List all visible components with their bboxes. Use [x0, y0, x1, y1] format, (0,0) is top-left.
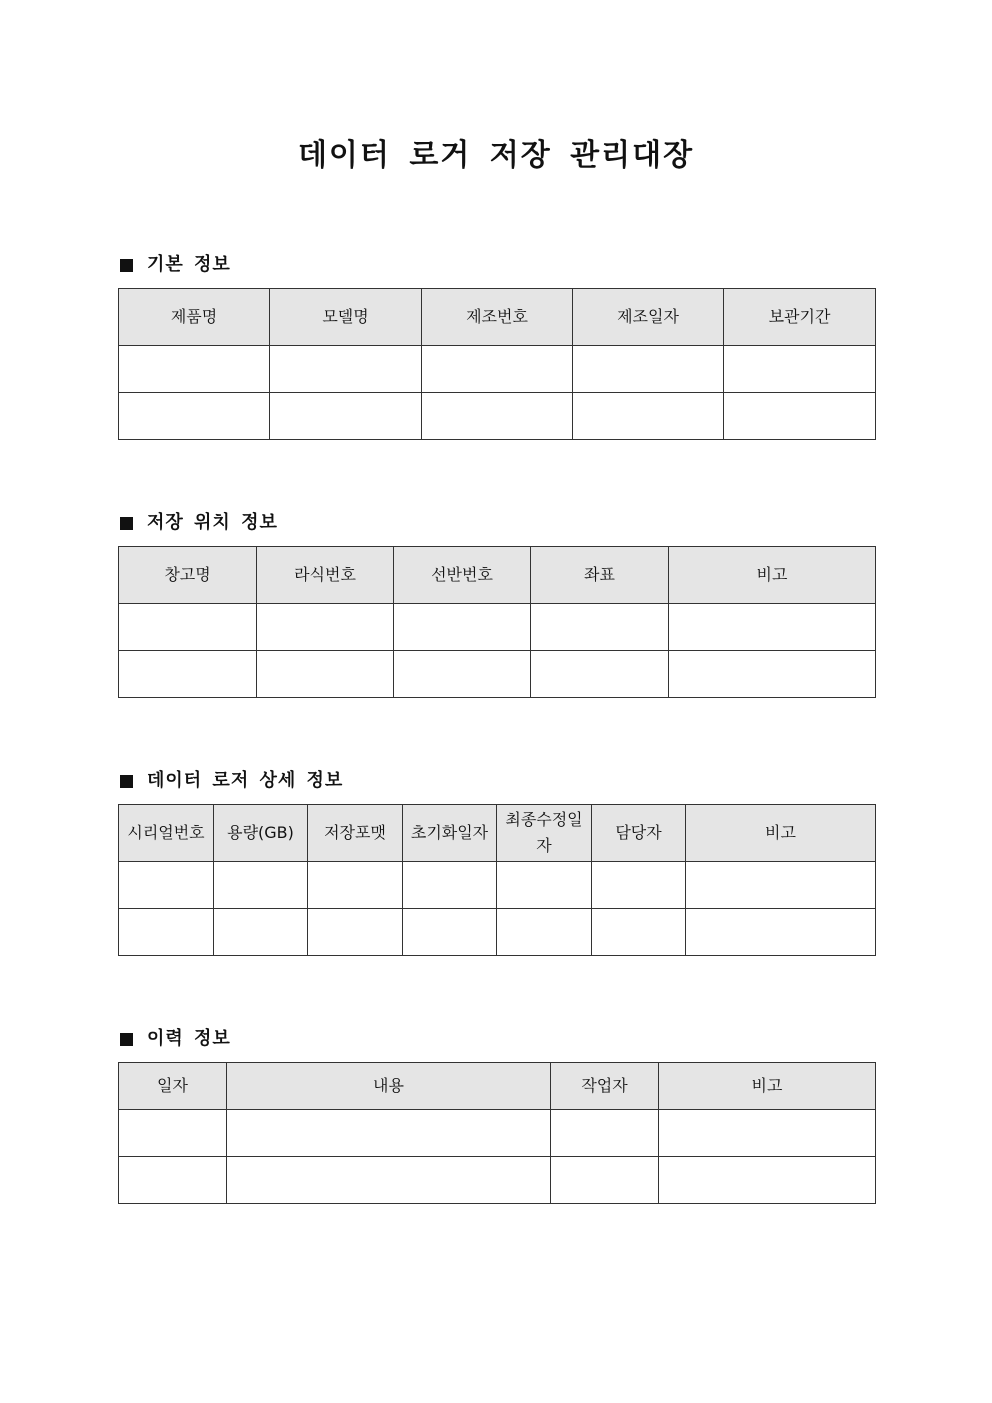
- table-row: [119, 909, 876, 956]
- table-cell[interactable]: [308, 909, 403, 956]
- table-cell[interactable]: [659, 1157, 876, 1204]
- table-cell[interactable]: [257, 651, 394, 698]
- column-header: 라식번호: [257, 547, 394, 604]
- table-cell[interactable]: [531, 651, 669, 698]
- table-cell[interactable]: [119, 346, 270, 393]
- history-table: [118, 1062, 876, 1204]
- section-storage-location: [118, 508, 875, 698]
- table-cell[interactable]: [686, 862, 876, 909]
- square-bullet-icon: [120, 775, 133, 788]
- column-header: 저장포맷: [308, 805, 403, 862]
- table-cell[interactable]: [422, 393, 573, 440]
- table-cell[interactable]: [394, 604, 531, 651]
- storage-location-table: [118, 546, 876, 698]
- column-header: 제조번호: [422, 289, 573, 346]
- section-heading: [118, 508, 875, 538]
- table-cell[interactable]: [403, 909, 497, 956]
- table-row: [119, 1110, 876, 1157]
- column-header: 모델명: [270, 289, 422, 346]
- section-logger-detail: [118, 766, 875, 956]
- section-heading: [118, 1024, 875, 1054]
- column-header: 비고: [659, 1063, 876, 1110]
- table-cell[interactable]: [270, 393, 422, 440]
- table-cell[interactable]: [573, 346, 724, 393]
- table-cell[interactable]: [497, 909, 592, 956]
- table-cell[interactable]: [659, 1110, 876, 1157]
- table-cell[interactable]: [422, 346, 573, 393]
- table-cell[interactable]: [592, 862, 686, 909]
- column-header: 보관기간: [724, 289, 876, 346]
- square-bullet-icon: [120, 259, 133, 272]
- table-cell[interactable]: [669, 604, 876, 651]
- table-row: [119, 862, 876, 909]
- table-cell[interactable]: [724, 393, 876, 440]
- column-header: 제품명: [119, 289, 270, 346]
- table-cell[interactable]: [119, 862, 214, 909]
- column-header: 창고명: [119, 547, 257, 604]
- table-cell[interactable]: [119, 1157, 227, 1204]
- column-header: 시리얼번호: [119, 805, 214, 862]
- table-cell[interactable]: [551, 1157, 659, 1204]
- column-header: 좌표: [531, 547, 669, 604]
- square-bullet-icon: [120, 517, 133, 530]
- column-header: 내용: [227, 1063, 551, 1110]
- section-heading: [118, 250, 875, 280]
- column-header: 비고: [686, 805, 876, 862]
- basic-info-table: [118, 288, 876, 440]
- table-cell[interactable]: [669, 651, 876, 698]
- section-heading-text: 기본 정보: [147, 254, 231, 275]
- column-header: 작업자: [551, 1063, 659, 1110]
- table-cell[interactable]: [573, 393, 724, 440]
- section-basic-info: [118, 250, 875, 440]
- table-cell[interactable]: [214, 862, 308, 909]
- table-header-row: [119, 289, 876, 346]
- table-cell[interactable]: [270, 346, 422, 393]
- section-history: [118, 1024, 875, 1204]
- table-cell[interactable]: [394, 651, 531, 698]
- column-header: 초기화일자: [403, 805, 497, 862]
- column-header: 담당자: [592, 805, 686, 862]
- column-header: 일자: [119, 1063, 227, 1110]
- column-header: 비고: [669, 547, 876, 604]
- table-header-row: [119, 547, 876, 604]
- table-cell[interactable]: [497, 862, 592, 909]
- table-cell[interactable]: [214, 909, 308, 956]
- column-header: 제조일자: [573, 289, 724, 346]
- table-header-row: [119, 1063, 876, 1110]
- table-row: [119, 346, 876, 393]
- section-heading-text: 이력 정보: [147, 1028, 231, 1049]
- table-row: [119, 393, 876, 440]
- table-cell[interactable]: [227, 1110, 551, 1157]
- square-bullet-icon: [120, 1033, 133, 1046]
- table-cell[interactable]: [257, 604, 394, 651]
- logger-detail-table: [118, 804, 876, 956]
- table-row: [119, 651, 876, 698]
- table-cell[interactable]: [592, 909, 686, 956]
- table-cell[interactable]: [119, 651, 257, 698]
- column-header: 선반번호: [394, 547, 531, 604]
- table-row: [119, 604, 876, 651]
- section-heading: [118, 766, 875, 796]
- table-cell[interactable]: [119, 909, 214, 956]
- table-cell[interactable]: [227, 1157, 551, 1204]
- table-cell[interactable]: [551, 1110, 659, 1157]
- column-header: 용량(GB): [214, 805, 308, 862]
- table-row: [119, 1157, 876, 1204]
- page-title: 데이터 로거 저장 관리대장: [297, 138, 695, 173]
- column-header: 최종수정일자: [497, 805, 592, 862]
- section-heading-text: 저장 위치 정보: [147, 512, 278, 533]
- table-cell[interactable]: [119, 604, 257, 651]
- table-cell[interactable]: [686, 909, 876, 956]
- table-cell[interactable]: [119, 1110, 227, 1157]
- table-cell[interactable]: [531, 604, 669, 651]
- table-cell[interactable]: [724, 346, 876, 393]
- section-heading-text: 데이터 로저 상세 정보: [147, 770, 344, 791]
- table-cell[interactable]: [308, 862, 403, 909]
- table-cell[interactable]: [403, 862, 497, 909]
- table-header-row: [119, 805, 876, 862]
- table-cell[interactable]: [119, 393, 270, 440]
